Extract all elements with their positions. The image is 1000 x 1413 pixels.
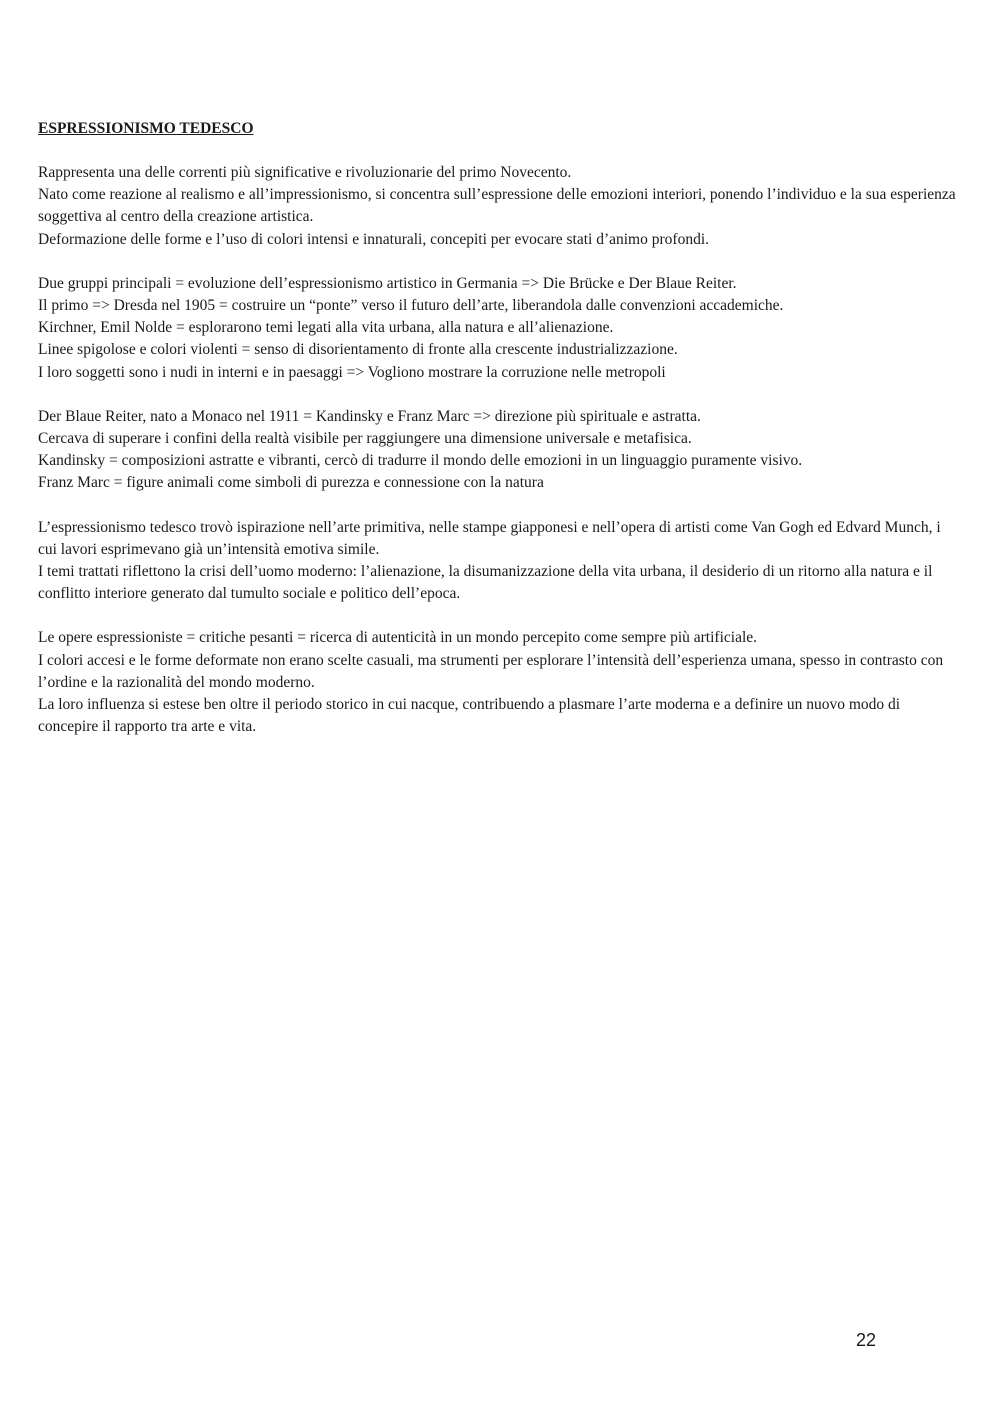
text-line: Il primo => Dresda nel 1905 = costruire un “ponte” verso il futuro dell’arte, liberandola dalle convenzioni accademiche.	[38, 297, 784, 315]
text-line: L’espressionismo tedesco trovò ispirazione nell’arte primitiva, nelle stampe giapponesi e nell’opera di artisti come Van Gogh ed Edvard Munch, i cui lavori esprimevano già un’intensità emotiva simile.	[38, 518, 941, 558]
paragraph-die-brucke	[38, 273, 963, 384]
document-body	[38, 118, 963, 760]
paragraph-influences	[38, 517, 963, 606]
paragraph-blaue-reiter	[38, 406, 963, 495]
text-line: Der Blaue Reiter, nato a Monaco nel 1911 = Kandinsky e Franz Marc => direzione più spirituale e astratta.	[38, 407, 701, 425]
text-line: Deformazione delle forme e l’uso di colori intensi e innaturali, concepiti per evocare stati d’animo profondi.	[38, 230, 709, 248]
text-line: I temi trattati riflettono la crisi dell’uomo moderno: l’alienazione, la disumanizzazione della vita urbana, il desiderio di un ritorno alla natura e il conflitto interiore generato dal tumulto sociale e politico dell’epoca.	[38, 563, 933, 603]
text-line: Cercava di superare i confini della realtà visibile per raggiungere una dimensione universale e metafisica.	[38, 430, 692, 448]
paragraph-conclusion	[38, 627, 963, 738]
text-line: Due gruppi principali = evoluzione dell’espressionismo artistico in Germania => Die Brücke e Der Blaue Reiter.	[38, 274, 737, 292]
text-line: La loro influenza si estese ben oltre il periodo storico in cui nacque, contribuendo a plasmare l’arte moderna e a definire un nuovo modo di concepire il rapporto tra arte e vita.	[38, 696, 901, 736]
text-line: Le opere espressioniste = critiche pesanti = ricerca di autenticità in un mondo percepito come sempre più artificiale.	[38, 629, 758, 647]
text-line: Linee spigolose e colori violenti = senso di disorientamento di fronte alla crescente industrializzazione.	[38, 341, 678, 359]
text-line: I colori accesi e le forme deformate non erano scelte casuali, ma strumenti per esplorare l’intensità dell’esperienza umana, spesso in contrasto con l’ordine e la razionalità del mondo moderno.	[38, 651, 944, 691]
paragraph-intro	[38, 162, 963, 251]
text-line: Rappresenta una delle correnti più significative e rivoluzionarie del primo Novecento.	[38, 164, 572, 181]
text-line: Kirchner, Emil Nolde = esplorarono temi legati alla vita urbana, alla natura e all’alienazione.	[38, 319, 614, 337]
document-title: ESPRESSIONISMO TEDESCO	[38, 120, 254, 137]
text-line: Nato come reazione al realismo e all’impressionismo, si concentra sull’espressione delle emozioni interiori, ponendo l’individuo e la sua esperienza soggettiva al centro della creazione artistica.	[38, 186, 956, 226]
text-line: Kandinsky = composizioni astratte e vibranti, cercò di tradurre il mondo delle emozioni in un linguaggio puramente visivo.	[38, 452, 803, 470]
page-number: 22	[856, 1330, 877, 1350]
text-line: Franz Marc = figure animali come simboli di purezza e connessione con la natura	[38, 474, 544, 492]
text-line: I loro soggetti sono i nudi in interni e in paesaggi => Vogliono mostrare la corruzione nelle metropoli	[38, 363, 666, 381]
